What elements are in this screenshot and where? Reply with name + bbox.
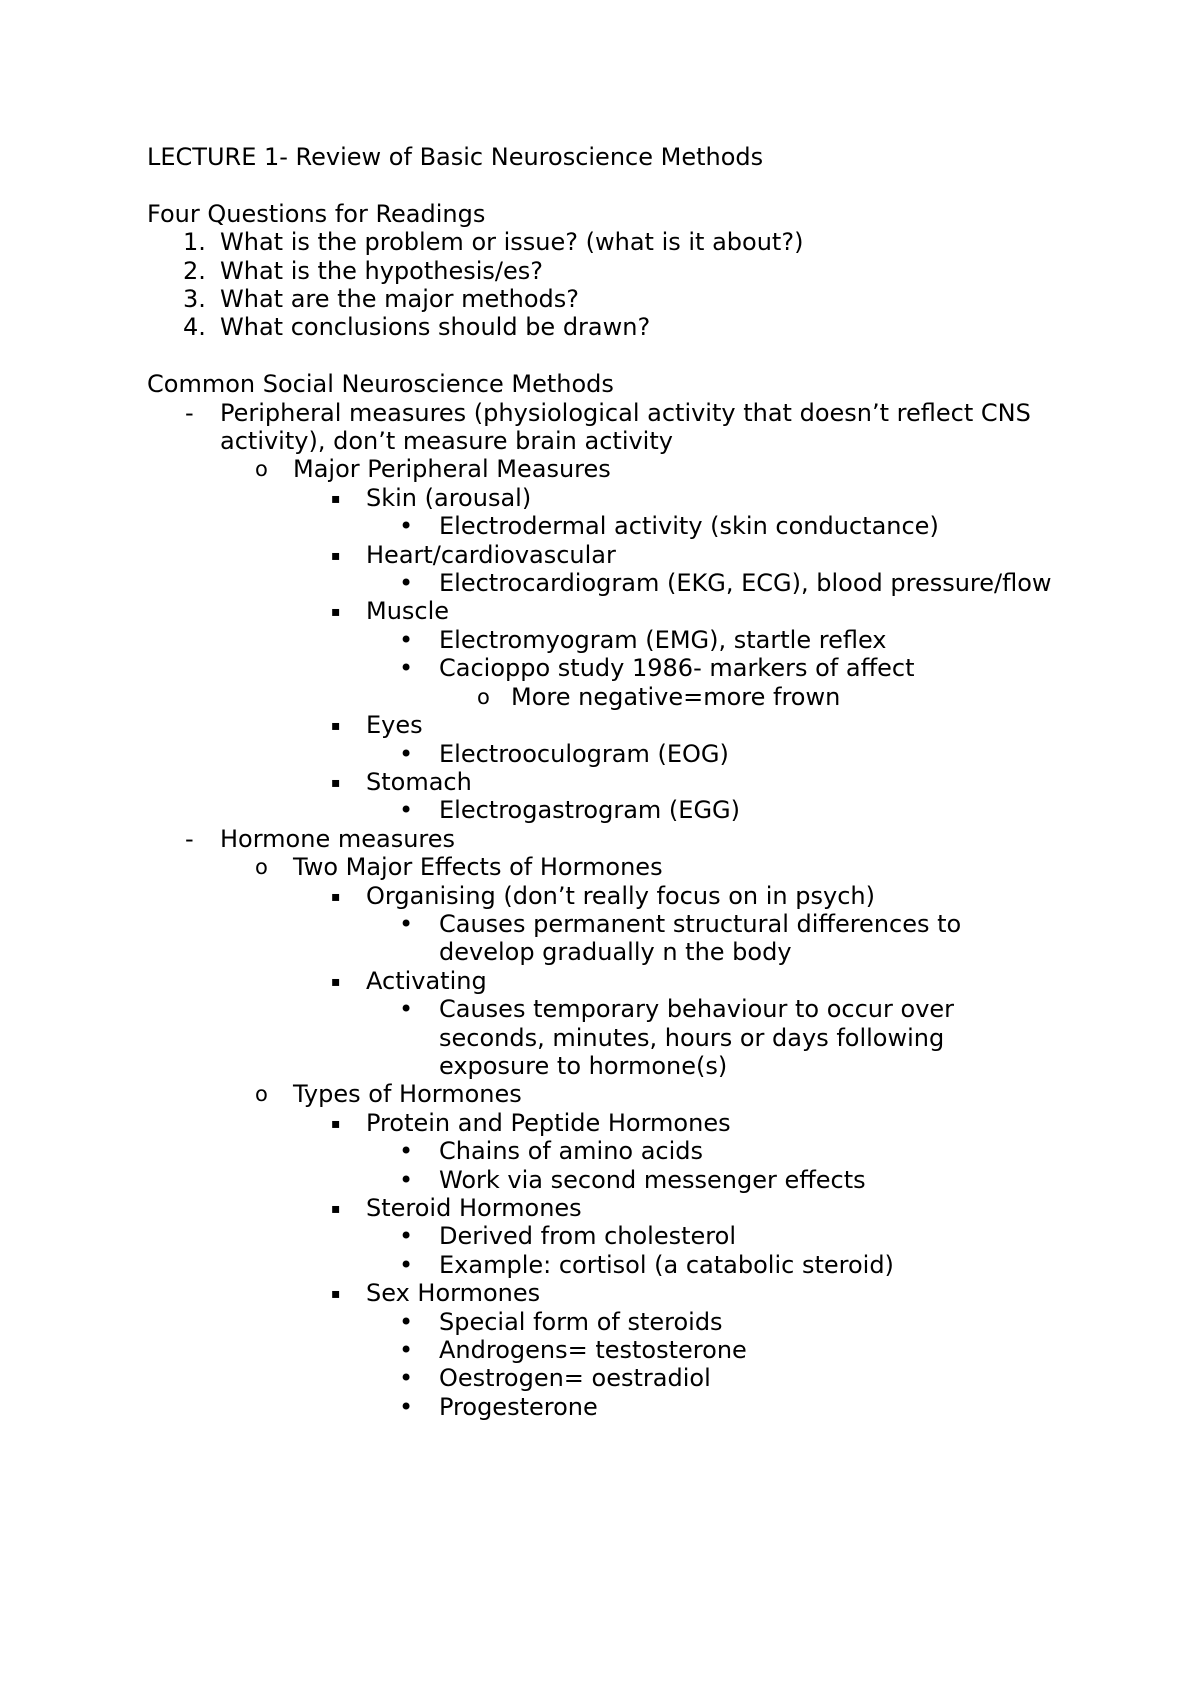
dot-bullet: • <box>399 625 414 654</box>
list-item-text: Progesterone <box>439 1392 598 1421</box>
dot-bullet: • <box>399 1307 414 1336</box>
dot-bullet: • <box>399 654 414 683</box>
list-item-text: Sex Hormones <box>366 1279 541 1308</box>
list-item <box>147 995 1034 1080</box>
list-number: 2. <box>183 256 206 285</box>
square-bullet: ▪ <box>331 1115 341 1132</box>
dot-bullet: • <box>399 909 414 938</box>
list-item <box>147 541 1077 569</box>
list-item-text: What is the problem or issue? (what is it about?) <box>220 228 804 257</box>
list-item <box>147 1251 1077 1279</box>
list-item-text: Electrodermal activity (skin conductance) <box>439 512 939 541</box>
list-item-text: Activating <box>366 966 487 995</box>
list-item <box>147 569 1077 597</box>
list-number: 4. <box>183 313 206 342</box>
list-item-text: Causes temporary behaviour to occur over seconds, minutes, hours or days following exposure to hormone(s) <box>439 995 955 1080</box>
circle-bullet: o <box>255 1082 268 1107</box>
list-item <box>147 768 1077 796</box>
list-item-text: Types of Hormones <box>293 1080 522 1109</box>
list-item <box>147 1364 1077 1392</box>
list-item-text: Example: cortisol (a catabolic steroid) <box>439 1250 894 1279</box>
spacer <box>147 342 1077 370</box>
list-item-text: Two Major Effects of Hormones <box>293 853 663 882</box>
list-item <box>147 313 1077 341</box>
list-item <box>147 1166 1077 1194</box>
list-item-text: Androgens= testosterone <box>439 1336 747 1365</box>
list-item <box>147 597 1077 625</box>
list-item-text: Protein and Peptide Hormones <box>366 1108 731 1137</box>
list-item <box>147 825 1077 853</box>
square-bullet: ▪ <box>331 1286 341 1303</box>
list-item-text: Stomach <box>366 767 472 796</box>
list-item-text: Derived from cholesterol <box>439 1222 736 1251</box>
list-item <box>147 711 1077 739</box>
square-bullet: ▪ <box>331 774 341 791</box>
list-item <box>147 1194 1077 1222</box>
common-methods-heading: Common Social Neuroscience Methods <box>147 370 614 399</box>
list-item-text: Skin (arousal) <box>366 483 532 512</box>
list-item <box>147 512 1077 540</box>
list-item-text: Electrogastrogram (EGG) <box>439 796 741 825</box>
list-item-text: Cacioppo study 1986- markers of affect <box>439 654 915 683</box>
square-bullet: ▪ <box>331 718 341 735</box>
circle-bullet: o <box>477 684 490 709</box>
list-item-text: Steroid Hormones <box>366 1194 582 1222</box>
list-item-text: Muscle <box>366 597 450 626</box>
list-item-text: Oestrogen= oestradiol <box>439 1364 711 1393</box>
list-item <box>147 484 1077 512</box>
dot-bullet: • <box>399 1137 414 1166</box>
list-item-text: What conclusions should be drawn? <box>220 313 651 342</box>
dot-bullet: • <box>399 995 414 1024</box>
dot-bullet: • <box>399 1250 414 1279</box>
list-item <box>147 654 1077 682</box>
list-item <box>147 455 1077 483</box>
list-item-text: What is the hypothesis/es? <box>220 256 543 285</box>
list-item <box>147 1336 1077 1364</box>
list-item <box>147 1109 1077 1137</box>
list-item <box>147 1080 1077 1108</box>
list-item-text: Electrooculogram (EOG) <box>439 739 729 768</box>
list-item <box>147 967 1077 995</box>
list-item-text: Causes permanent structural differences to develop gradually n the body <box>439 909 962 967</box>
list-item-text: Heart/cardiovascular <box>366 540 616 569</box>
dot-bullet: • <box>399 569 414 598</box>
list-item <box>147 285 1077 313</box>
page-title: LECTURE 1- Review of Basic Neuroscience Methods <box>147 143 764 171</box>
dot-bullet: • <box>399 1222 414 1251</box>
list-item <box>147 626 1077 654</box>
square-bullet: ▪ <box>331 547 341 564</box>
list-number: 3. <box>183 285 206 314</box>
list-item <box>147 683 1077 711</box>
square-bullet: ▪ <box>331 490 341 507</box>
square-bullet: ▪ <box>331 888 341 905</box>
dot-bullet: • <box>399 1165 414 1194</box>
list-item <box>147 257 1077 285</box>
list-item-text: Peripheral measures (physiological activity that doesn’t reflect CNS activity), don’t measure brain activity <box>220 398 1031 456</box>
list-item <box>147 1279 1077 1307</box>
list-item <box>147 796 1077 824</box>
dot-bullet: • <box>399 1364 414 1393</box>
square-bullet: ▪ <box>331 973 341 990</box>
list-item <box>147 1222 1077 1250</box>
dot-bullet: • <box>399 1392 414 1421</box>
list-item <box>147 399 1060 456</box>
dash-bullet: - <box>185 398 194 427</box>
dash-bullet: - <box>185 824 194 853</box>
list-item-text: Hormone measures <box>220 824 456 853</box>
four-questions-heading: Four Questions for Readings <box>147 199 486 228</box>
dot-bullet: • <box>399 739 414 768</box>
circle-bullet: o <box>255 855 268 880</box>
dot-bullet: • <box>399 796 414 825</box>
list-item <box>147 853 1077 881</box>
list-item-text: Major Peripheral Measures <box>293 455 611 484</box>
list-item-text: Special form of steroids <box>439 1307 723 1336</box>
square-bullet: ▪ <box>331 1201 341 1217</box>
list-item-text: Eyes <box>366 711 423 740</box>
list-item <box>147 910 1034 967</box>
dot-bullet: • <box>399 1336 414 1365</box>
list-item-text: Electromyogram (EMG), startle reflex <box>439 625 887 654</box>
document-body <box>147 143 1077 1421</box>
spacer <box>147 171 1077 199</box>
list-item-text: What are the major methods? <box>220 285 580 314</box>
list-item-text: More negative=more frown <box>511 682 841 711</box>
list-item <box>147 1308 1077 1336</box>
list-item <box>147 1137 1077 1165</box>
square-bullet: ▪ <box>331 604 341 621</box>
list-item-text: Organising (don’t really focus on in psych) <box>366 881 875 910</box>
dot-bullet: • <box>399 512 414 541</box>
circle-bullet: o <box>255 457 268 482</box>
list-item <box>147 1393 1077 1421</box>
list-item <box>147 882 1077 910</box>
list-number: 1. <box>183 228 206 257</box>
list-item <box>147 228 1077 256</box>
list-item-text: Chains of amino acids <box>439 1137 704 1166</box>
list-item <box>147 740 1077 768</box>
list-item-text: Electrocardiogram (EKG, ECG), blood pressure/flow <box>439 569 1052 598</box>
list-item-text: Work via second messenger effects <box>439 1165 866 1194</box>
